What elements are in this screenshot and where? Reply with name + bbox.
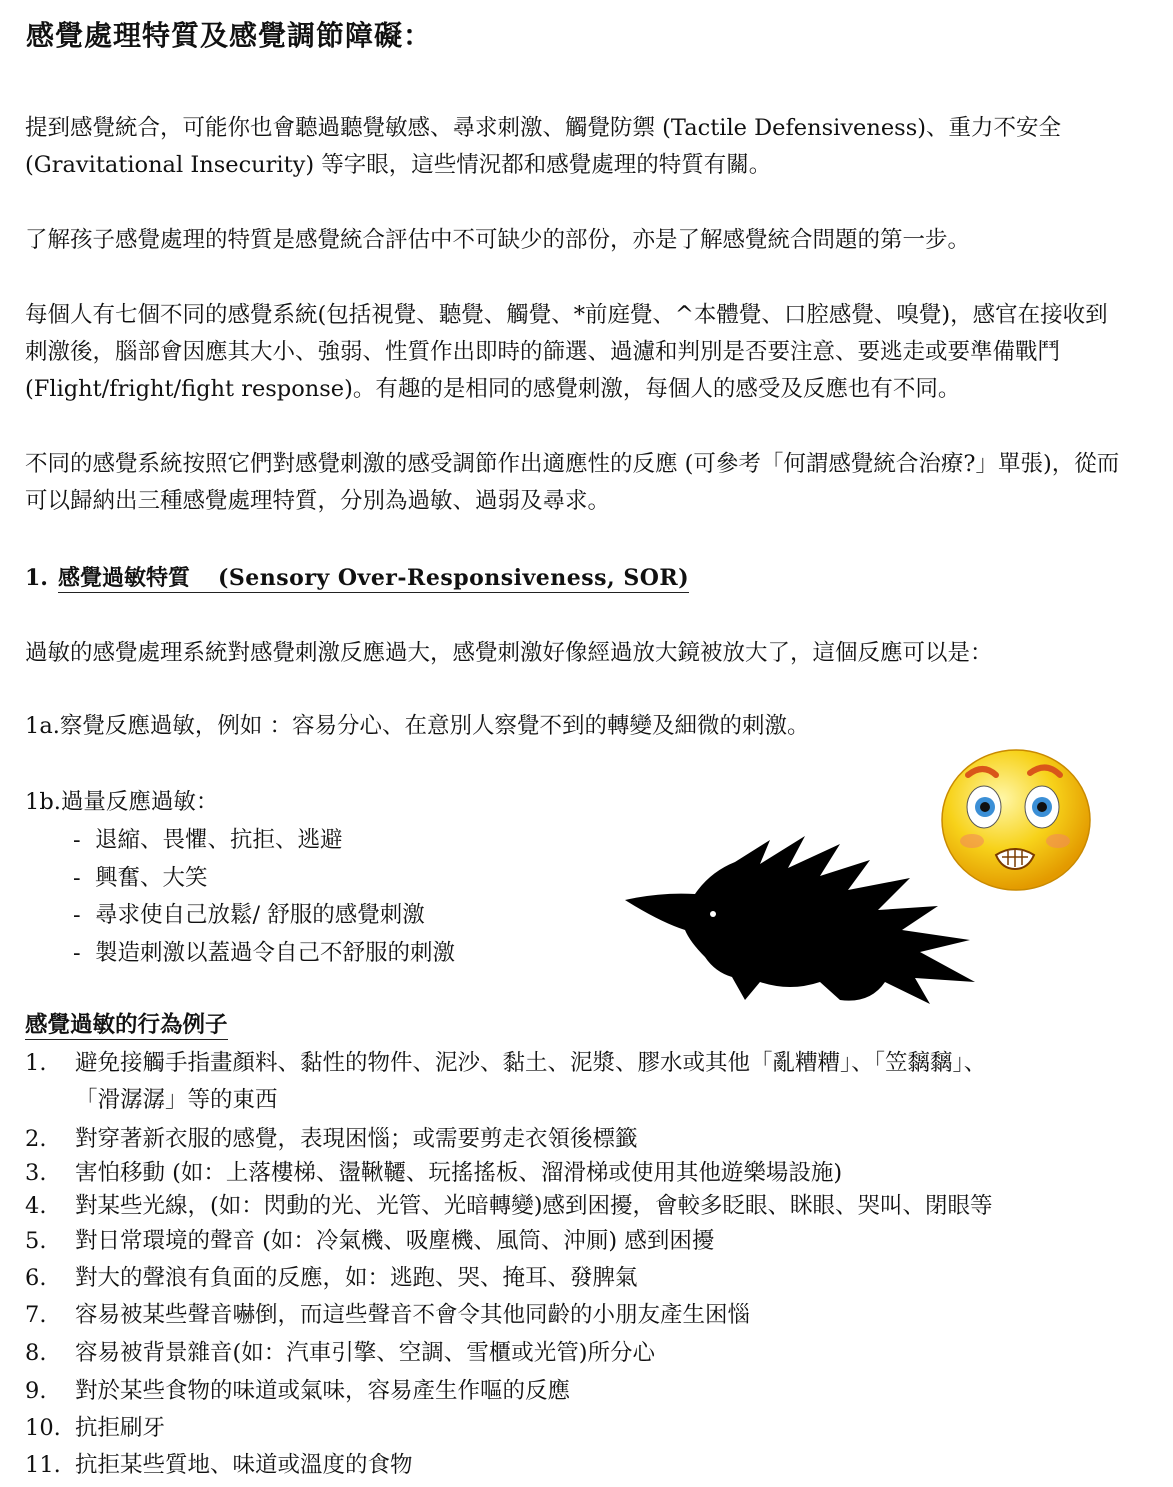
sub-point-1b-list — [73, 822, 455, 972]
section-heading-en: (Sensory Over-Responsiveness, SOR) — [217, 565, 690, 591]
hedgehog-silhouette-icon — [620, 832, 985, 1012]
section-heading-sor — [25, 561, 689, 592]
intro-paragraph-3: 每個人有七個不同的感覺系統(包括視覺、聽覺、觸覺、*前庭覺、^本體覺、口腔感覺、嗅覺)，感官在接收到刺激後，腦部會因應其大小、強弱、性質作出即時的篩選、過濾和判別是否要注意、要逃走或要準備戰鬥(Flight/fright/fight response)。有趣的是相同的感覺刺激，每個人的感受及反應也有不同。 — [25, 302, 1108, 402]
list-item: - 興奮、大笑 — [73, 864, 208, 891]
list-item: - 尋求使自己放鬆/ 舒服的感覺刺激 — [73, 902, 425, 928]
list-item: - 退縮、畏懼、抗拒、逃避 — [73, 827, 343, 853]
section-heading-zh: 感覺過敏特質 — [57, 565, 190, 591]
section-number: 1. — [25, 565, 48, 591]
list-item: 4. 對某些光線，(如：閃動的光、光管、光暗轉變)感到困擾，會較多眨眼、眯眼、哭叫、閉眼等 — [25, 1193, 993, 1219]
list-item: 1. 避免接觸手指畫顏料、黏性的物件、泥沙、黏土、泥漿、膠水或其他「亂糟糟」、「笠黐黐」、 「滑潺潺」等的東西 — [25, 1050, 987, 1113]
list-item: 2. 對穿著新衣服的感覺，表現困惱；或需要剪走衣領後標籤 — [25, 1126, 638, 1152]
list-item: 5. 對日常環境的聲音 (如：冷氣機、吸塵機、風筒、沖厠) 感到困擾 — [25, 1228, 715, 1254]
list-item: 8. 容易被背景雜音(如：汽車引擎、空調、雪櫃或光管)所分心 — [25, 1340, 656, 1366]
list-item: 6. 對大的聲浪有負面的反應，如：逃跑、哭、掩耳、發脾氣 — [25, 1265, 638, 1291]
intro-paragraph-2: 了解孩子感覺處理的特質是感覺統合評估中不可缺少的部份，亦是了解感覺統合問題的第一步。 — [25, 227, 971, 253]
list-item: 10. 抗拒刷牙 — [25, 1415, 166, 1441]
page-title: 感覺處理特質及感覺調節障礙： — [26, 19, 433, 52]
sub-point-1b: 1b.過量反應過敏： — [25, 789, 219, 815]
list-item: - 製造刺激以蓋過令自己不舒服的刺激 — [73, 939, 456, 966]
list-item: 11. 抗拒某些質地、味道或溫度的食物 — [25, 1452, 413, 1478]
sor-description: 過敏的感覺處理系統對感覺刺激反應過大，感覺刺激好像經過放大鏡被放大了，這個反應可以是： — [25, 640, 993, 666]
intro-paragraph-1: 提到感覺統合，可能你也會聽過聽覺敏感、尋求刺激、觸覺防禦 (Tactile Defensiveness)、重力不安全 (Gravitational Insecurity) 等字眼，這些情況都和感覺處理的特質有關。 — [25, 115, 1062, 178]
list-item: 3. 害怕移動 (如：上落樓梯、盪鞦韆、玩搖搖板、溜滑梯或使用其他遊樂場設施) — [25, 1160, 843, 1186]
examples-heading: 感覺過敏的行為例子 — [25, 1012, 228, 1038]
list-item: 9. 對於某些食物的味道或氣味，容易產生作嘔的反應 — [25, 1378, 571, 1404]
sub-point-1a: 1a.察覺反應過敏，例如 ：容易分心、在意別人察覺不到的轉變及細微的刺激。 — [25, 713, 810, 739]
frightened-face-emoji-icon — [938, 745, 1098, 895]
intro-paragraph-4: 不同的感覺系統按照它們對感覺刺激的感受調節作出適應性的反應 (可參考「何謂感覺統合治療?」單張)，從而可以歸納出三種感覺處理特質，分別為過敏、過弱及尋求。 — [25, 451, 1120, 514]
list-item: 7. 容易被某些聲音嚇倒，而這些聲音不會令其他同齡的小朋友產生困惱 — [25, 1302, 751, 1328]
